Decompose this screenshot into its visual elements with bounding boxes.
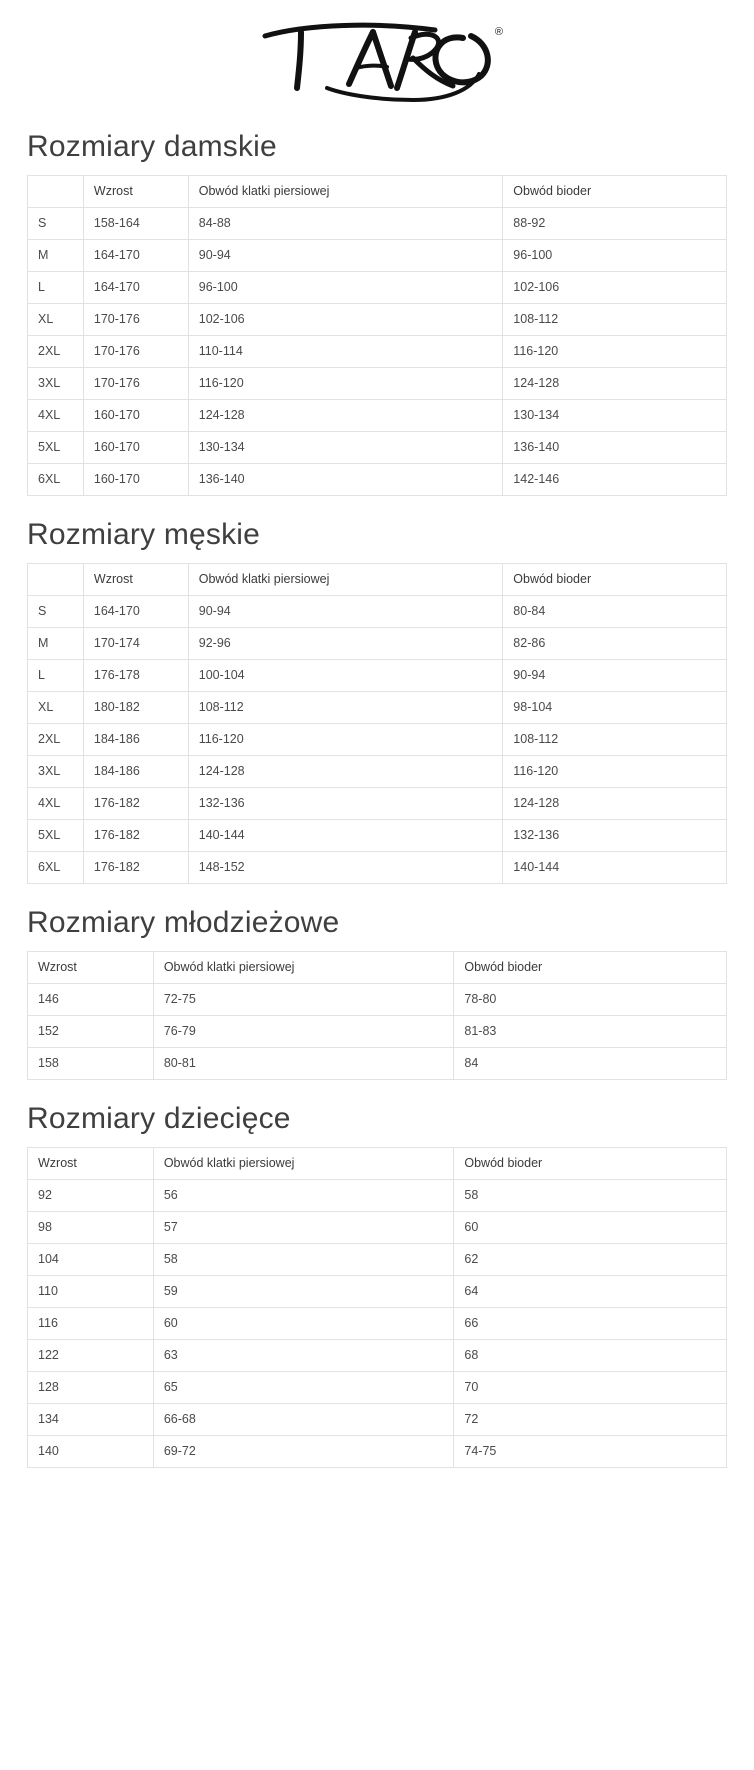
cell-hips: 78-80 [454,984,727,1016]
cell-size: S [28,208,84,240]
taro-logo-icon [257,18,497,104]
cell-hips: 124-128 [503,368,727,400]
table-header-row [28,1148,727,1180]
section-title-women: Rozmiary damskie [27,130,277,163]
cell-hips: 88-92 [503,208,727,240]
cell-hips: 108-112 [503,304,727,336]
table-row [28,208,727,240]
cell-height: 128 [28,1372,154,1404]
table-row [28,820,727,852]
table-row [28,336,727,368]
table-row [28,984,727,1016]
cell-chest: 63 [153,1340,454,1372]
cell-chest: 116-120 [188,724,503,756]
cell-size: M [28,628,84,660]
table-row [28,1244,727,1276]
table-women-sizes [27,175,727,496]
cell-chest: 80-81 [153,1048,454,1080]
cell-size: 6XL [28,852,84,884]
cell-height: 134 [28,1404,154,1436]
section-men [27,518,727,884]
table-row [28,724,727,756]
cell-size: 2XL [28,724,84,756]
table-row [28,1212,727,1244]
table-row [28,304,727,336]
column-header-hips: Obwód bioder [454,1148,727,1180]
cell-hips: 116-120 [503,756,727,788]
cell-chest: 92-96 [188,628,503,660]
cell-chest: 90-94 [188,596,503,628]
column-header-chest: Obwód klatki piersiowej [188,564,503,596]
column-header-chest: Obwód klatki piersiowej [188,176,503,208]
cell-size: S [28,596,84,628]
cell-chest: 148-152 [188,852,503,884]
cell-size: 3XL [28,756,84,788]
section-title-youth: Rozmiary młodzieżowe [27,906,340,939]
table-row [28,1436,727,1468]
cell-size: 4XL [28,400,84,432]
registered-trademark-symbol: ® [494,26,503,38]
cell-chest: 58 [153,1244,454,1276]
cell-size: 2XL [28,336,84,368]
table-row [28,1180,727,1212]
table-header-row [28,176,727,208]
cell-chest: 76-79 [153,1016,454,1048]
table-row [28,692,727,724]
table-row [28,1404,727,1436]
cell-hips: 98-104 [503,692,727,724]
cell-hips: 130-134 [503,400,727,432]
cell-hips: 82-86 [503,628,727,660]
cell-chest: 124-128 [188,400,503,432]
table-header-row [28,564,727,596]
table-row [28,400,727,432]
cell-height: 160-170 [83,400,188,432]
table-row [28,432,727,464]
cell-height: 152 [28,1016,154,1048]
cell-chest: 69-72 [153,1436,454,1468]
table-row [28,596,727,628]
column-header-hips: Obwód bioder [503,564,727,596]
cell-height: 146 [28,984,154,1016]
cell-height: 184-186 [83,724,188,756]
cell-hips: 136-140 [503,432,727,464]
cell-size: L [28,660,84,692]
cell-height: 176-182 [83,852,188,884]
cell-chest: 130-134 [188,432,503,464]
cell-chest: 96-100 [188,272,503,304]
cell-height: 180-182 [83,692,188,724]
cell-hips: 68 [454,1340,727,1372]
table-youth-sizes [27,951,727,1080]
column-header-chest: Obwód klatki piersiowej [153,952,454,984]
cell-hips: 58 [454,1180,727,1212]
cell-height: 160-170 [83,432,188,464]
table-row [28,788,727,820]
cell-hips: 90-94 [503,660,727,692]
column-header-hips: Obwód bioder [454,952,727,984]
cell-chest: 90-94 [188,240,503,272]
table-row [28,852,727,884]
table-children-sizes [27,1147,727,1468]
cell-size: 5XL [28,820,84,852]
cell-chest: 72-75 [153,984,454,1016]
cell-height: 170-176 [83,304,188,336]
table-row [28,628,727,660]
cell-hips: 72 [454,1404,727,1436]
cell-hips: 64 [454,1276,727,1308]
cell-height: 158-164 [83,208,188,240]
cell-height: 164-170 [83,596,188,628]
cell-chest: 66-68 [153,1404,454,1436]
cell-chest: 116-120 [188,368,503,400]
table-row [28,464,727,496]
cell-height: 104 [28,1244,154,1276]
cell-chest: 100-104 [188,660,503,692]
table-body-men [28,596,727,884]
cell-chest: 56 [153,1180,454,1212]
table-row [28,756,727,788]
brand-logo [27,0,727,126]
cell-height: 92 [28,1180,154,1212]
cell-height: 170-176 [83,336,188,368]
logo-box [257,18,503,104]
cell-chest: 110-114 [188,336,503,368]
cell-size: 6XL [28,464,84,496]
cell-height: 110 [28,1276,154,1308]
column-header-height: Wzrost [28,1148,154,1180]
table-row [28,368,727,400]
section-title-children: Rozmiary dziecięce [27,1102,291,1135]
cell-hips: 108-112 [503,724,727,756]
cell-height: 160-170 [83,464,188,496]
cell-chest: 102-106 [188,304,503,336]
column-header-height: Wzrost [83,564,188,596]
column-header-size [28,564,84,596]
cell-hips: 142-146 [503,464,727,496]
cell-chest: 60 [153,1308,454,1340]
section-children [27,1102,727,1468]
cell-hips: 80-84 [503,596,727,628]
cell-hips: 102-106 [503,272,727,304]
cell-size: XL [28,692,84,724]
section-title-men: Rozmiary męskie [27,518,261,551]
table-row [28,1276,727,1308]
cell-chest: 140-144 [188,820,503,852]
table-row [28,660,727,692]
cell-height: 164-170 [83,240,188,272]
column-header-size [28,176,84,208]
cell-height: 98 [28,1212,154,1244]
cell-chest: 108-112 [188,692,503,724]
cell-height: 176-182 [83,788,188,820]
cell-hips: 96-100 [503,240,727,272]
cell-height: 116 [28,1308,154,1340]
cell-hips: 124-128 [503,788,727,820]
section-youth [27,906,727,1080]
cell-hips: 140-144 [503,852,727,884]
cell-height: 176-178 [83,660,188,692]
cell-chest: 136-140 [188,464,503,496]
cell-height: 176-182 [83,820,188,852]
cell-chest: 124-128 [188,756,503,788]
cell-size: 4XL [28,788,84,820]
cell-height: 164-170 [83,272,188,304]
table-row [28,1340,727,1372]
cell-chest: 84-88 [188,208,503,240]
cell-height: 122 [28,1340,154,1372]
table-row [28,1048,727,1080]
column-header-hips: Obwód bioder [503,176,727,208]
cell-hips: 84 [454,1048,727,1080]
cell-hips: 132-136 [503,820,727,852]
column-header-height: Wzrost [83,176,188,208]
cell-size: 5XL [28,432,84,464]
cell-height: 184-186 [83,756,188,788]
cell-chest: 65 [153,1372,454,1404]
table-row [28,1308,727,1340]
cell-hips: 70 [454,1372,727,1404]
cell-hips: 62 [454,1244,727,1276]
cell-size: XL [28,304,84,336]
table-men-sizes [27,563,727,884]
cell-height: 140 [28,1436,154,1468]
cell-hips: 66 [454,1308,727,1340]
table-row [28,272,727,304]
cell-size: M [28,240,84,272]
section-women [27,130,727,496]
table-body-women [28,208,727,496]
table-row [28,1372,727,1404]
cell-chest: 59 [153,1276,454,1308]
cell-height: 170-174 [83,628,188,660]
cell-size: 3XL [28,368,84,400]
cell-chest: 132-136 [188,788,503,820]
cell-height: 170-176 [83,368,188,400]
table-body-youth [28,984,727,1080]
table-body-children [28,1180,727,1468]
cell-chest: 57 [153,1212,454,1244]
cell-hips: 60 [454,1212,727,1244]
cell-hips: 81-83 [454,1016,727,1048]
cell-height: 158 [28,1048,154,1080]
cell-hips: 74-75 [454,1436,727,1468]
cell-size: L [28,272,84,304]
column-header-height: Wzrost [28,952,154,984]
cell-hips: 116-120 [503,336,727,368]
table-header-row [28,952,727,984]
column-header-chest: Obwód klatki piersiowej [153,1148,454,1180]
table-row [28,240,727,272]
table-row [28,1016,727,1048]
